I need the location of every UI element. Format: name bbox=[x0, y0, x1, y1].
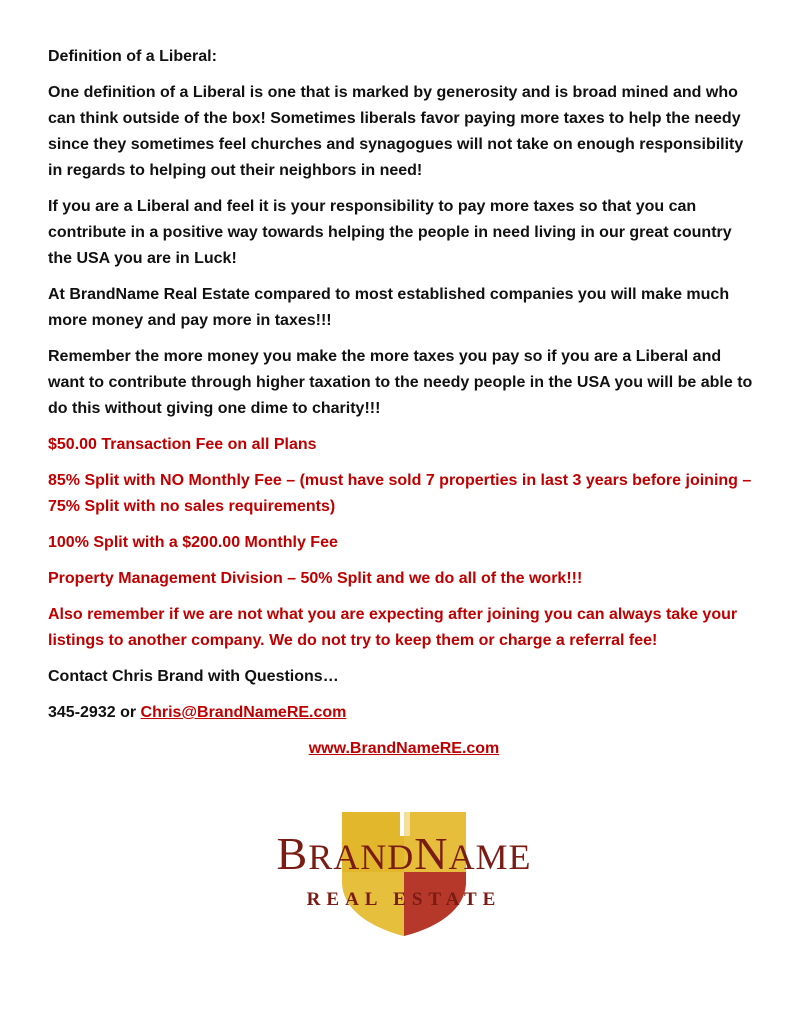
document-page bbox=[48, 44, 760, 772]
brandname-logo bbox=[244, 812, 564, 940]
offer-transaction-fee: $50.00 Transaction Fee on all Plans bbox=[48, 436, 317, 453]
document-title: Definition of a Liberal: bbox=[48, 48, 217, 65]
paragraph-liberal-responsibility: If you are a Liberal and feel it is your responsibility to pay more taxes so that you can contribute in a positive way towards helping the people in need living in our great country the USA you are in Luck! bbox=[48, 198, 732, 267]
paragraph-taxation: Remember the more money you make the more taxes you pay so if you are a Liberal and want to contribute through higher taxation to the needy people in the USA you will be able to do this without giving one dime to charity!!! bbox=[48, 348, 753, 417]
offer-85-split: 85% Split with NO Monthly Fee – (must have sold 7 properties in last 3 years before joining – 75% Split with no sales requirements) bbox=[48, 472, 752, 515]
logo-sub-text: REAL ESTATE bbox=[306, 889, 502, 910]
website-line bbox=[48, 736, 760, 762]
contact-details bbox=[48, 700, 760, 726]
paragraph-brandname-comparison: At BrandName Real Estate compared to most established companies you will make much more money and pay more in taxes!!! bbox=[48, 286, 730, 329]
phone-number: 345-2932 or bbox=[48, 704, 141, 721]
offer-100-split: 100% Split with a $200.00 Monthly Fee bbox=[48, 534, 338, 551]
offer-property-management: Property Management Division – 50% Split and we do all of the work!!! bbox=[48, 570, 583, 587]
contact-line: Contact Chris Brand with Questions… bbox=[48, 668, 339, 685]
email-link[interactable]: Chris@BrandNameRE.com bbox=[140, 704, 347, 721]
paragraph-definition: One definition of a Liberal is one that is marked by generosity and is broad mined and who can think outside of the box! Sometimes liberals favor paying more taxes to help the needy since they sometimes feel churches and synagogues will not take on enough responsibility in regards to helping out their neighbors in need! bbox=[48, 84, 744, 179]
offer-referral-note: Also remember if we are not what you are expecting after joining you can always take your listings to another company. We do not try to keep them or charge a referral fee! bbox=[48, 606, 738, 649]
logo-brand-text: BRANDNAME bbox=[276, 828, 532, 879]
website-link[interactable]: www.BrandNameRE.com bbox=[308, 740, 500, 757]
